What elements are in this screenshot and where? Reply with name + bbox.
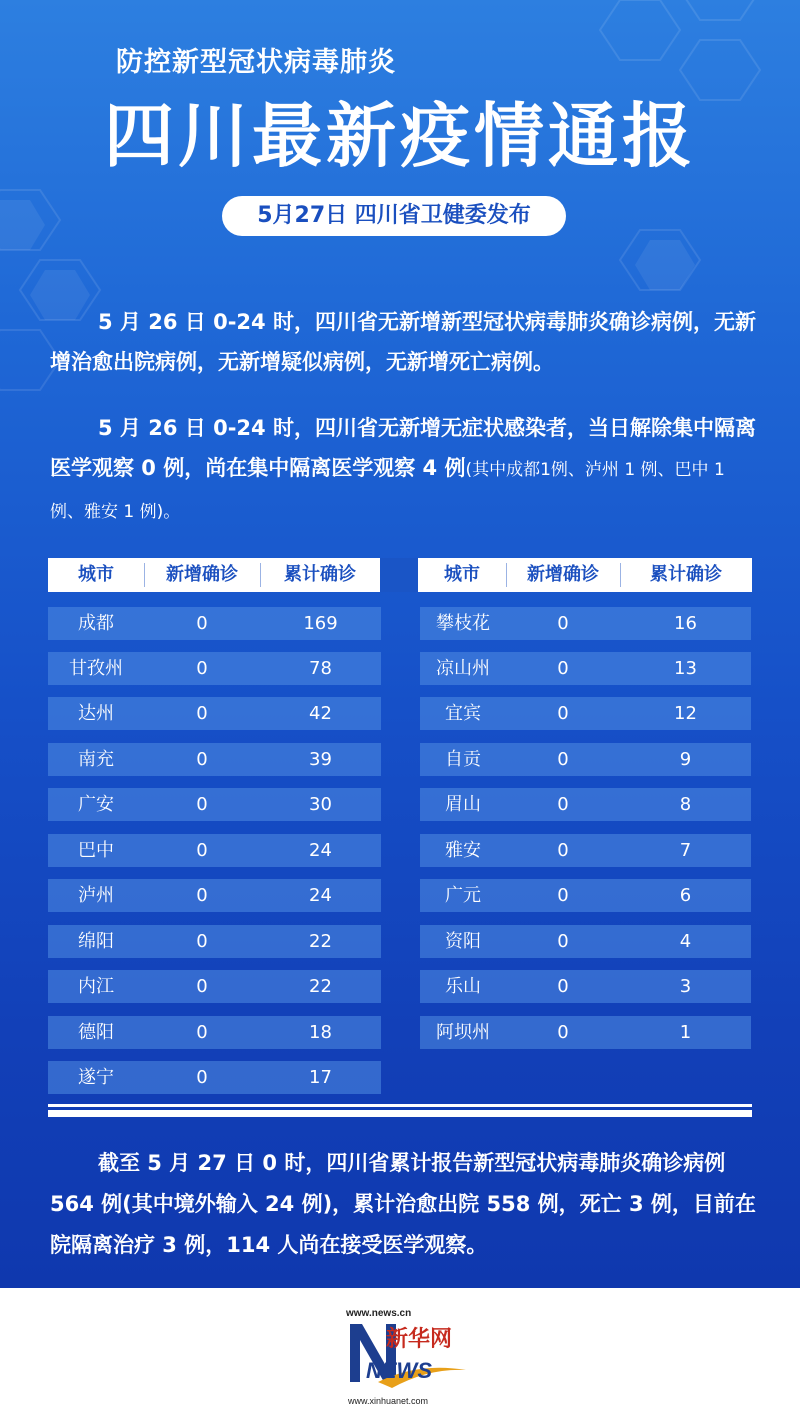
table-row bbox=[48, 834, 381, 867]
table-row bbox=[420, 697, 751, 730]
new-cases-cell: 0 bbox=[196, 613, 208, 634]
total-cases-cell: 16 bbox=[674, 613, 697, 634]
city-cell: 攀枝花 bbox=[436, 613, 490, 634]
table-row bbox=[420, 788, 751, 821]
city-cell: 广安 bbox=[78, 794, 114, 815]
new-cases-cell: 0 bbox=[557, 613, 569, 634]
page-title: 四川最新疫情通报 bbox=[104, 95, 696, 177]
city-cell: 甘孜州 bbox=[69, 658, 123, 679]
paragraph-daily-cases bbox=[50, 302, 762, 382]
new-cases-cell: 0 bbox=[196, 885, 208, 906]
new-cases-cell: 0 bbox=[557, 794, 569, 815]
total-cases-cell: 3 bbox=[679, 976, 692, 997]
paragraph-cumulative bbox=[50, 1143, 762, 1266]
logo-url-bottom: www.xinhuanet.com bbox=[348, 1396, 429, 1406]
city-cell: 遂宁 bbox=[78, 1067, 114, 1088]
total-cases-cell: 4 bbox=[679, 931, 692, 952]
total-cases-cell: 18 bbox=[309, 1022, 332, 1043]
table-row bbox=[48, 743, 381, 776]
header-total-left: 累计确诊 bbox=[284, 564, 356, 585]
total-cases-cell: 169 bbox=[303, 613, 338, 634]
table-divider-thick bbox=[48, 1110, 752, 1117]
header-city-left: 城市 bbox=[78, 564, 114, 585]
table-row bbox=[48, 607, 381, 640]
city-cell: 达州 bbox=[78, 703, 114, 724]
paragraph-asymptomatic bbox=[50, 408, 762, 532]
table-row bbox=[48, 652, 381, 685]
total-cases-cell: 8 bbox=[679, 794, 692, 815]
logo-url-top: www.news.cn bbox=[346, 1308, 412, 1319]
new-cases-cell: 0 bbox=[557, 703, 569, 724]
new-cases-cell: 0 bbox=[557, 1022, 569, 1043]
total-cases-cell: 39 bbox=[309, 749, 332, 770]
new-cases-cell: 0 bbox=[557, 976, 569, 997]
total-cases-cell: 22 bbox=[309, 931, 332, 952]
city-cell: 凉山州 bbox=[436, 658, 490, 679]
city-cell: 南充 bbox=[78, 749, 114, 770]
footer bbox=[0, 1288, 800, 1422]
paragraph-asymptomatic-text: 5 月 26 日 0-24 时，四川省无新增无症状感染者，当日解除集中隔离医学观察 0 例，尚在集中隔离医学观察 4 例 bbox=[50, 416, 756, 480]
city-cell: 德阳 bbox=[78, 1022, 114, 1043]
new-cases-cell: 0 bbox=[196, 976, 208, 997]
date-badge: 5月27日 四川省卫健委发布 bbox=[222, 196, 566, 236]
total-cases-cell: 12 bbox=[674, 703, 697, 724]
table-row bbox=[48, 879, 381, 912]
table-row bbox=[48, 970, 381, 1003]
city-cell: 泸州 bbox=[78, 885, 114, 906]
new-cases-cell: 0 bbox=[196, 1067, 208, 1088]
table-row bbox=[420, 652, 751, 685]
table-row bbox=[420, 834, 751, 867]
new-cases-cell: 0 bbox=[557, 885, 569, 906]
table-row bbox=[48, 697, 381, 730]
table-row bbox=[48, 1016, 381, 1049]
total-cases-cell: 6 bbox=[679, 885, 692, 906]
total-cases-cell: 13 bbox=[674, 658, 697, 679]
new-cases-cell: 0 bbox=[196, 794, 208, 815]
new-cases-cell: 0 bbox=[196, 658, 208, 679]
new-cases-cell: 0 bbox=[196, 703, 208, 724]
city-cell: 乐山 bbox=[445, 976, 481, 997]
total-cases-cell: 7 bbox=[679, 840, 692, 861]
total-cases-cell: 42 bbox=[309, 703, 332, 724]
city-cell: 内江 bbox=[78, 976, 114, 997]
table-divider-thin bbox=[48, 1104, 752, 1107]
city-cell: 眉山 bbox=[445, 794, 481, 815]
total-cases-cell: 78 bbox=[309, 658, 332, 679]
header-new-left: 新增确诊 bbox=[166, 564, 238, 585]
table-header bbox=[48, 558, 752, 592]
table-row bbox=[420, 970, 751, 1003]
table-row bbox=[420, 879, 751, 912]
city-cell: 绵阳 bbox=[78, 931, 114, 952]
city-cell: 广元 bbox=[445, 885, 481, 906]
table-row bbox=[420, 1016, 751, 1049]
city-cell: 巴中 bbox=[78, 840, 114, 861]
new-cases-cell: 0 bbox=[557, 931, 569, 952]
header-city-right: 城市 bbox=[444, 564, 480, 585]
new-cases-cell: 0 bbox=[196, 931, 208, 952]
city-cell: 资阳 bbox=[445, 931, 481, 952]
new-cases-cell: 0 bbox=[196, 749, 208, 770]
total-cases-cell: 9 bbox=[679, 749, 692, 770]
total-cases-cell: 24 bbox=[309, 840, 332, 861]
table-header-gap bbox=[380, 558, 418, 592]
city-cell: 阿坝州 bbox=[436, 1022, 490, 1043]
total-cases-cell: 22 bbox=[309, 976, 332, 997]
logo-xinhuanet: 新华网 bbox=[386, 1327, 453, 1352]
new-cases-cell: 0 bbox=[557, 658, 569, 679]
total-cases-cell: 24 bbox=[309, 885, 332, 906]
new-cases-cell: 0 bbox=[557, 749, 569, 770]
city-cell: 成都 bbox=[78, 613, 114, 634]
table-row bbox=[48, 1061, 381, 1094]
total-cases-cell: 17 bbox=[309, 1067, 332, 1088]
table-row bbox=[420, 607, 751, 640]
paragraph-daily-cases-text: 5 月 26 日 0-24 时，四川省无新增新型冠状病毒肺炎确诊病例，无新增治愈出院病例，无新增疑似病例，无新增死亡病例。 bbox=[50, 310, 756, 374]
logo-news: NEWS bbox=[366, 1358, 432, 1383]
header-total-right: 累计确诊 bbox=[650, 564, 722, 585]
new-cases-cell: 0 bbox=[196, 1022, 208, 1043]
header-new-right: 新增确诊 bbox=[527, 564, 599, 585]
total-cases-cell: 1 bbox=[679, 1022, 692, 1043]
new-cases-cell: 0 bbox=[196, 840, 208, 861]
new-cases-cell: 0 bbox=[557, 840, 569, 861]
city-cell: 宜宾 bbox=[445, 703, 481, 724]
table-row bbox=[48, 925, 381, 958]
city-cell: 自贡 bbox=[445, 749, 481, 770]
subtitle: 防控新型冠状病毒肺炎 bbox=[116, 47, 396, 78]
paragraph-asymptomatic-note: (其中成都1例、泸州 1 例、巴中 1 例、雅安 1 例)。 bbox=[50, 460, 725, 522]
table-row bbox=[420, 743, 751, 776]
table-row bbox=[48, 788, 381, 821]
city-cell: 雅安 bbox=[445, 840, 481, 861]
paragraph-cumulative-text: 截至 5 月 27 日 0 时，四川省累计报告新型冠状病毒肺炎确诊病例 564 例(其中境外输入 24 例)，累计治愈出院 558 例，死亡 3 例，目前在院隔离治疗 3 例，114 人尚在接受医学观察。 bbox=[50, 1151, 756, 1257]
total-cases-cell: 30 bbox=[309, 794, 332, 815]
table-row bbox=[420, 925, 751, 958]
